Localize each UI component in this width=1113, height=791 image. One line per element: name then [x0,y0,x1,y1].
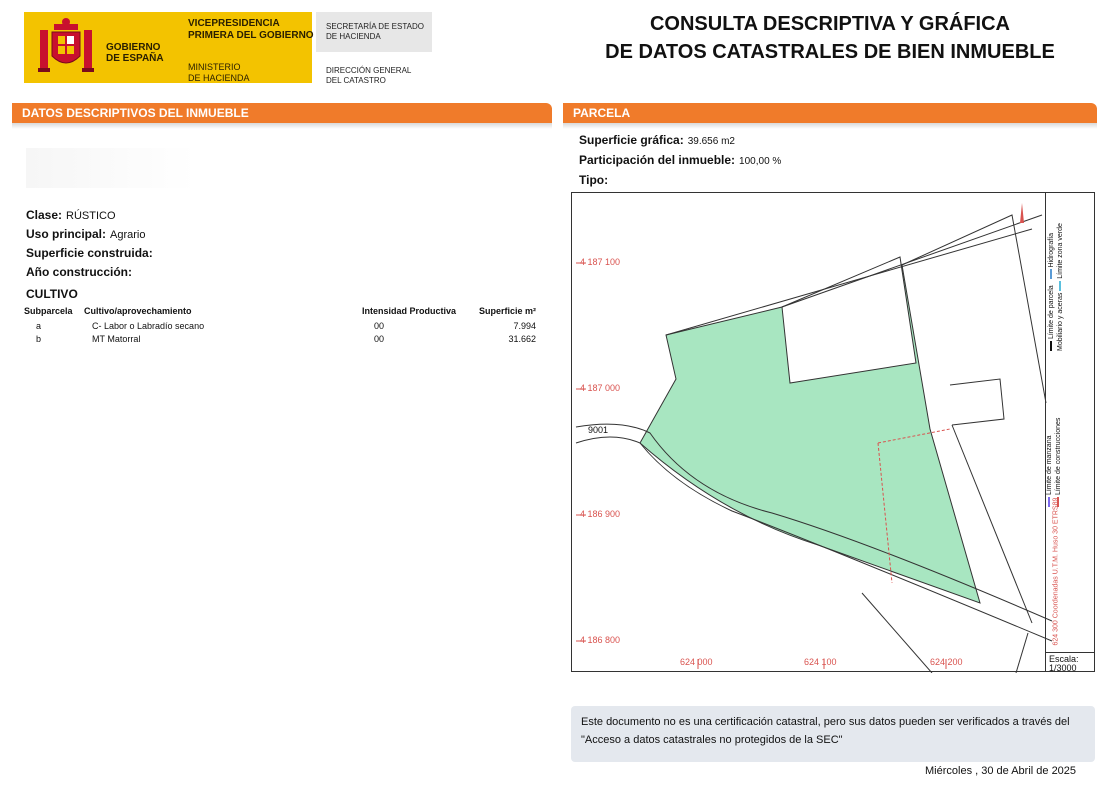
datos-descriptivos-header: DATOS DESCRIPTIVOS DEL INMUEBLE [12,103,552,123]
col-superficie: Superficie m² [478,306,536,316]
redacted-area [26,148,196,188]
field-superficie-construida: Superficie construida: [26,246,153,260]
field-ano-construccion: Año construcción: [26,265,133,279]
boundary-line [1016,633,1028,673]
table-row [24,332,536,345]
vicepresidencia-label: VICEPRESIDENCIA PRIMERA DEL GOBIERNO [188,18,314,41]
document-title: CONSULTA DESCRIPTIVA Y GRÁFICA DE DATOS CATASTRALES DE BIEN INMUEBLE [605,13,1055,63]
field-superficie-grafica: Superficie gráfica: 39.656 m2 [579,133,735,147]
col-cultivo: Cultivo/aprovechamiento [84,306,192,316]
field-tipo: Tipo: [579,173,609,187]
gobierno-espana-label: GOBIERNO DE ESPAÑA [106,42,164,64]
cultivo-table [24,303,536,345]
table-row [24,319,536,332]
legend-group-1 [1047,211,1065,351]
legend-item: Límite de parcela Hidrografía [1047,211,1056,351]
map-scale [1045,652,1095,672]
field-clase: Clase: RÚSTICO [26,208,116,222]
x-coord-label: 624 100 [804,657,837,667]
cultivo-title: CULTIVO [26,287,78,301]
y-coord-label: 4 186 800 [580,635,621,645]
legend-item: Límite de manzana [1045,367,1054,507]
scale-value: 1/3000 [1049,663,1077,673]
north-arrow-icon [1020,203,1024,223]
map-drawing [572,193,1096,673]
parcela-header: PARCELA [563,103,1097,123]
coat-of-arms-icon [34,16,98,78]
cell-subparcela: a [36,320,42,331]
section-divider [563,123,1097,129]
cell-subparcela: b [36,333,42,344]
parcel-number-label: 9001 [588,425,609,435]
x-coord-label: 624 200 [930,657,963,667]
footer-date: Miércoles , 30 de Abril de 2025 [925,765,1077,777]
cell-superficie: 31.662 [508,333,536,344]
direccion-catastro-label: DIRECCIÓN GENERAL DEL CATASTRO [326,66,412,85]
map-legend [1045,192,1096,652]
col-intensidad: Intensidad Productiva [362,306,457,316]
section-divider [12,123,552,129]
cell-intensidad: 00 [374,320,385,331]
cell-intensidad: 00 [374,333,385,344]
cell-superficie: 7.994 [513,320,536,331]
legend-item: Límite de construcciones [1054,367,1063,507]
y-coord-label: 4 186 900 [580,509,621,519]
field-participacion: Participación del inmueble: 100,00 % [579,153,782,167]
x-coord-label: 624 000 [680,657,713,667]
ministerio-label: MINISTERIO DE HACIENDA [188,62,250,83]
parcela-fields [579,131,781,191]
descriptive-fields [26,206,157,282]
inner-plot [782,257,916,383]
field-uso-principal: Uso principal: Agrario [26,227,146,241]
cadastral-map[interactable] [571,192,1095,672]
y-coord-label: 4 187 100 [580,257,621,267]
cell-cultivo: MT Matorral [92,333,141,344]
secretaria-label: SECRETARÍA DE ESTADO DE HACIENDA [326,22,424,41]
disclaimer-box: Este documento no es una certificación catastral, pero sus datos pueden ser verificados a través del "Acceso a datos catastrales no protegidos de la SEC" [571,706,1095,762]
col-subparcela: Subparcela [24,306,73,316]
table-header-row [24,303,536,319]
cell-cultivo: C- Labor o Labradío secano [92,320,205,331]
scale-label: Escala: [1049,654,1079,664]
legend-item: Mobiliario y aceras Límite zona verde [1057,223,1064,351]
boundary-line [862,593,932,673]
boundary-line [902,215,1046,403]
y-coord-label: 4 187 000 [580,383,621,393]
coords-note: 624 300 Coordenadas U.T.M. Huso 30 ETRS89 [1052,497,1060,646]
building-outline [950,379,1004,425]
